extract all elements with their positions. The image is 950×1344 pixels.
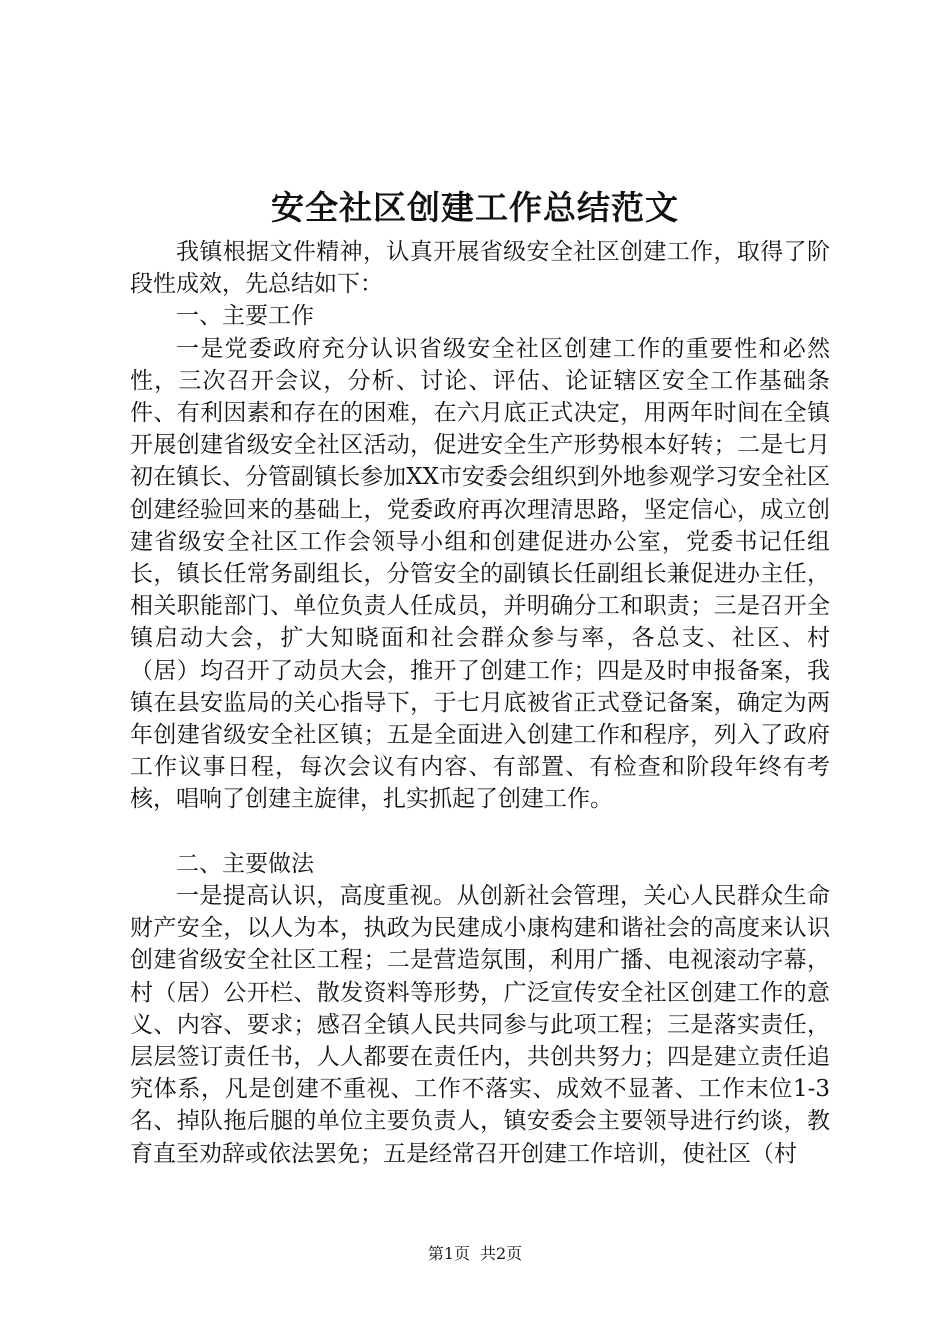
page-number-current: 第1页 (427, 1244, 470, 1263)
paragraph-spacer (130, 816, 830, 848)
page-number-total: 共2页 (480, 1244, 523, 1263)
section-heading-main-work: 一、主要工作 (176, 303, 314, 330)
page-footer (0, 1243, 950, 1265)
document-title: 安全社区创建工作总结范文 (271, 188, 679, 227)
document-body (130, 236, 830, 1170)
section-paragraph-main-work: 一是党委政府充分认识省级安全社区创建工作的重要性和必然性，三次召开会议，分析、讨论、评估、论证辖区安全工作基础条件、有利因素和存在的困难，在六月底正式决定，用两年时间在全镇开展创建省级安全社区活动，促进安全生产形势根本好转；二是七月初在镇长、分管副镇长参加XX市安委会组织到外地参观学习安全社区创建经验回来的基础上，党委政府再次理清思路，坚定信心，成立创建省级安全社区工作会领导小组和创建促进办公室，党委书记任组长，镇长任常务副组长，分管安全的副镇长任副组长兼促进办主任，相关职能部门、单位负责人任成员，并明确分工和职责；三是召开全镇启动大会，扩大知晓面和社会群众参与率，各总支、社区、村（居）均召开了动员大会，推开了创建工作；四是及时申报备案，我镇在县安监局的关心指导下，于七月底被省正式登记备案，确定为两年创建省级安全社区镇；五是全面进入创建工作和程序，列入了政府工作议事日程，每次会议有内容、有部置、有检查和阶段年终有考核，唱响了创建主旋律，扎实抓起了创建工作。 (130, 335, 830, 813)
section-paragraph-main-methods: 一是提高认识，高度重视。从创新社会管理，关心人民群众生命财产安全，以人为本，执政为民建成小康构建和谐社会的高度来认识创建省级安全社区工程；二是营造氛围，利用广播、电视滚动字幕，村（居）公开栏、散发资料等形势，广泛宣传安全社区创建工作的意义、内容、要求；感召全镇人民共同参与此项工程；三是落实责任，层层签订责任书，人人都要在责任内，共创共努力；四是建立责任追究体系，凡是创建不重视、工作不落实、成效不显著、工作末位1-3名、掉队拖后腿的单位主要负责人，镇安委会主要领导进行约谈，教育直至劝辞或依法罢免；五是经常召开创建工作培训，使社区（村 (130, 883, 830, 1167)
intro-paragraph: 我镇根据文件精神，认真开展省级安全社区创建工作，取得了阶段性成效，先总结如下： (130, 239, 830, 298)
section-heading-main-methods: 二、主要做法 (176, 850, 314, 877)
